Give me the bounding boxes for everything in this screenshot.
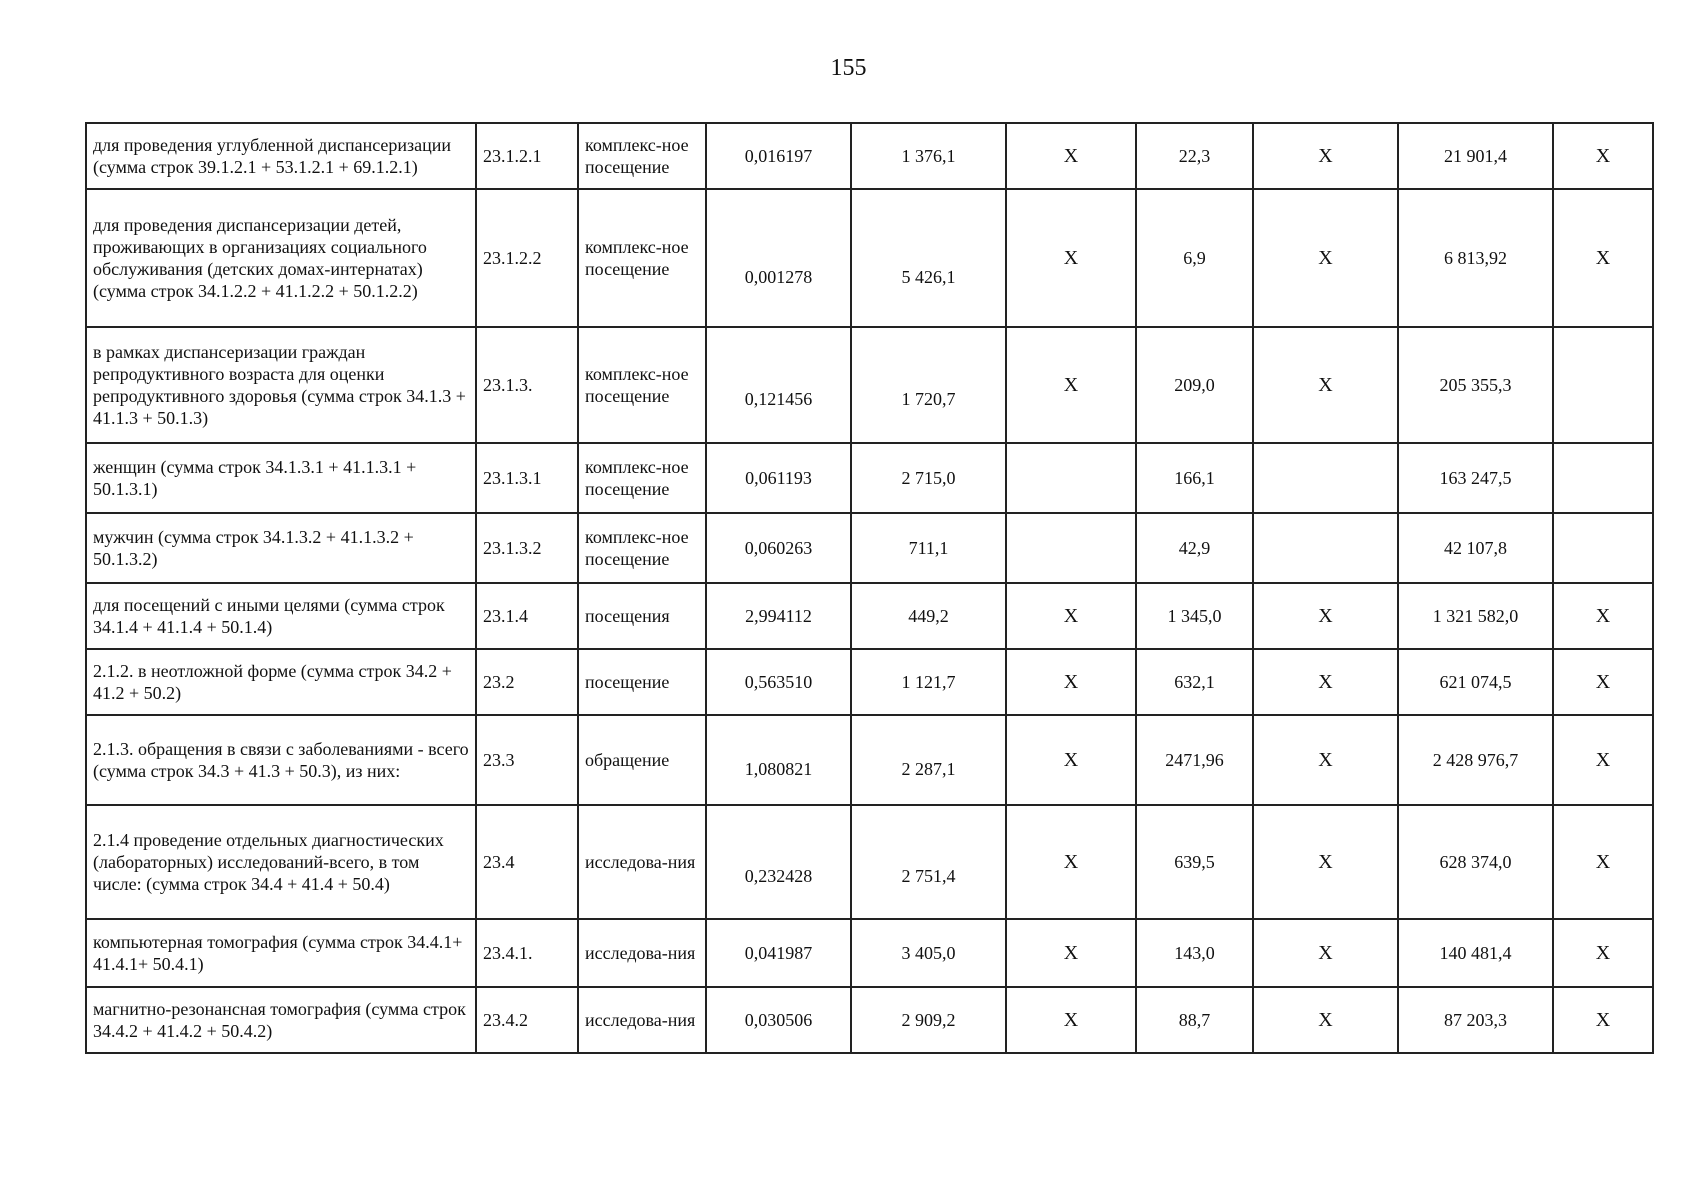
- row-col8: Х: [1253, 805, 1398, 919]
- row-norm: 2,994112: [706, 583, 851, 649]
- table-row: [86, 189, 1653, 327]
- table-row: [86, 805, 1653, 919]
- row-unit: исследова-ния: [578, 805, 706, 919]
- table-row: [86, 649, 1653, 715]
- row-code: 23.2: [476, 649, 578, 715]
- row-unit: исследова-ния: [578, 987, 706, 1053]
- row-col7: 2471,96: [1136, 715, 1253, 805]
- row-code: 23.4.1.: [476, 919, 578, 987]
- row-col9: 1 321 582,0: [1398, 583, 1553, 649]
- row-col10: [1553, 513, 1653, 583]
- row-unit: обращение: [578, 715, 706, 805]
- row-code: 23.1.2.1: [476, 123, 578, 189]
- row-col8: Х: [1253, 649, 1398, 715]
- row-col9: 628 374,0: [1398, 805, 1553, 919]
- row-col8: Х: [1253, 189, 1398, 327]
- row-col7: 1 345,0: [1136, 583, 1253, 649]
- row-col7: 166,1: [1136, 443, 1253, 513]
- table-row: [86, 919, 1653, 987]
- row-col6: Х: [1006, 649, 1136, 715]
- row-unit: посещение: [578, 649, 706, 715]
- row-col10: Х: [1553, 805, 1653, 919]
- row-col10: Х: [1553, 987, 1653, 1053]
- row-norm: 0,060263: [706, 513, 851, 583]
- row-col9: 163 247,5: [1398, 443, 1553, 513]
- row-description: 2.1.3. обращения в связи с заболеваниями - всего (сумма строк 34.3 + 41.3 + 50.3), из них:: [86, 715, 476, 805]
- row-col9: 21 901,4: [1398, 123, 1553, 189]
- row-col10: [1553, 443, 1653, 513]
- row-col8: Х: [1253, 583, 1398, 649]
- row-description: для посещений с иными целями (сумма строк 34.1.4 + 41.1.4 + 50.1.4): [86, 583, 476, 649]
- row-code: 23.1.3.2: [476, 513, 578, 583]
- row-col8: Х: [1253, 919, 1398, 987]
- row-description: магнитно-резонансная томография (сумма строк 34.4.2 + 41.4.2 + 50.4.2): [86, 987, 476, 1053]
- row-col9: 2 428 976,7: [1398, 715, 1553, 805]
- row-description: компьютерная томография (сумма строк 34.4.1+ 41.4.1+ 50.4.1): [86, 919, 476, 987]
- row-col7: 632,1: [1136, 649, 1253, 715]
- row-col8: Х: [1253, 327, 1398, 443]
- row-code: 23.4.2: [476, 987, 578, 1053]
- row-norm: 0,030506: [706, 987, 851, 1053]
- row-unit: комплекс-ное посещение: [578, 513, 706, 583]
- row-col6: [1006, 443, 1136, 513]
- row-norm: 0,232428: [706, 805, 851, 919]
- row-cost: 1 376,1: [851, 123, 1006, 189]
- row-col10: [1553, 327, 1653, 443]
- row-col9: 87 203,3: [1398, 987, 1553, 1053]
- row-description: в рамках диспансеризации граждан репродуктивного возраста для оценки репродуктивного здоровья (сумма строк 34.1.3 + 41.1.3 + 50.1.3): [86, 327, 476, 443]
- row-cost: 1 121,7: [851, 649, 1006, 715]
- row-norm: 0,121456: [706, 327, 851, 443]
- row-col6: Х: [1006, 919, 1136, 987]
- row-unit: комплекс-ное посещение: [578, 443, 706, 513]
- row-code: 23.3: [476, 715, 578, 805]
- row-col10: Х: [1553, 715, 1653, 805]
- page-number: 155: [830, 55, 867, 81]
- row-col7: 42,9: [1136, 513, 1253, 583]
- row-norm: 0,061193: [706, 443, 851, 513]
- row-col7: 88,7: [1136, 987, 1253, 1053]
- table-row: [86, 123, 1653, 189]
- row-cost: 2 715,0: [851, 443, 1006, 513]
- row-col6: Х: [1006, 189, 1136, 327]
- row-col6: Х: [1006, 805, 1136, 919]
- row-code: 23.1.3.: [476, 327, 578, 443]
- row-col8: Х: [1253, 715, 1398, 805]
- table-row: [86, 987, 1653, 1053]
- row-col7: 6,9: [1136, 189, 1253, 327]
- row-description: мужчин (сумма строк 34.1.3.2 + 41.1.3.2 + 50.1.3.2): [86, 513, 476, 583]
- row-col7: 639,5: [1136, 805, 1253, 919]
- row-description: для проведения диспансеризации детей, проживающих в организациях социального обслуживания (детских домах-интернатах) (сумма строк 34.1.2.2 + 41.1.2.2 + 50.1.2.2): [86, 189, 476, 327]
- row-code: 23.4: [476, 805, 578, 919]
- row-unit: комплекс-ное посещение: [578, 327, 706, 443]
- row-cost: 2 909,2: [851, 987, 1006, 1053]
- row-unit: посещения: [578, 583, 706, 649]
- table-row: [86, 583, 1653, 649]
- row-col8: [1253, 443, 1398, 513]
- row-code: 23.1.4: [476, 583, 578, 649]
- row-description: женщин (сумма строк 34.1.3.1 + 41.1.3.1 + 50.1.3.1): [86, 443, 476, 513]
- row-norm: 0,563510: [706, 649, 851, 715]
- row-cost: 2 751,4: [851, 805, 1006, 919]
- row-col7: 209,0: [1136, 327, 1253, 443]
- table-row: [86, 327, 1653, 443]
- row-description: для проведения углубленной диспансеризации (сумма строк 39.1.2.1 + 53.1.2.1 + 69.1.2.1): [86, 123, 476, 189]
- row-col9: 140 481,4: [1398, 919, 1553, 987]
- row-code: 23.1.3.1: [476, 443, 578, 513]
- row-col10: Х: [1553, 189, 1653, 327]
- row-col9: 6 813,92: [1398, 189, 1553, 327]
- table-row: [86, 715, 1653, 805]
- row-col10: Х: [1553, 583, 1653, 649]
- document-table: [85, 122, 1654, 1054]
- row-col7: 143,0: [1136, 919, 1253, 987]
- row-col6: Х: [1006, 987, 1136, 1053]
- row-col9: 621 074,5: [1398, 649, 1553, 715]
- row-col6: Х: [1006, 715, 1136, 805]
- row-norm: 0,001278: [706, 189, 851, 327]
- row-col6: [1006, 513, 1136, 583]
- row-col10: Х: [1553, 649, 1653, 715]
- row-col9: 42 107,8: [1398, 513, 1553, 583]
- row-col6: Х: [1006, 123, 1136, 189]
- row-code: 23.1.2.2: [476, 189, 578, 327]
- row-unit: комплекс-ное посещение: [578, 123, 706, 189]
- table-row: [86, 443, 1653, 513]
- row-col6: Х: [1006, 583, 1136, 649]
- table-row: [86, 513, 1653, 583]
- row-unit: исследова-ния: [578, 919, 706, 987]
- row-norm: 0,016197: [706, 123, 851, 189]
- row-norm: 1,080821: [706, 715, 851, 805]
- row-cost: 449,2: [851, 583, 1006, 649]
- row-col7: 22,3: [1136, 123, 1253, 189]
- row-cost: 2 287,1: [851, 715, 1006, 805]
- row-cost: 1 720,7: [851, 327, 1006, 443]
- row-description: 2.1.2. в неотложной форме (сумма строк 34.2 + 41.2 + 50.2): [86, 649, 476, 715]
- row-unit: комплекс-ное посещение: [578, 189, 706, 327]
- row-cost: 5 426,1: [851, 189, 1006, 327]
- row-cost: 3 405,0: [851, 919, 1006, 987]
- row-col9: 205 355,3: [1398, 327, 1553, 443]
- row-col8: Х: [1253, 987, 1398, 1053]
- row-description: 2.1.4 проведение отдельных диагностических (лабораторных) исследований-всего, в том числе: (сумма строк 34.4 + 41.4 + 50.4): [86, 805, 476, 919]
- row-col8: [1253, 513, 1398, 583]
- row-col8: Х: [1253, 123, 1398, 189]
- row-cost: 711,1: [851, 513, 1006, 583]
- row-col10: Х: [1553, 919, 1653, 987]
- row-col10: Х: [1553, 123, 1653, 189]
- row-col6: Х: [1006, 327, 1136, 443]
- row-norm: 0,041987: [706, 919, 851, 987]
